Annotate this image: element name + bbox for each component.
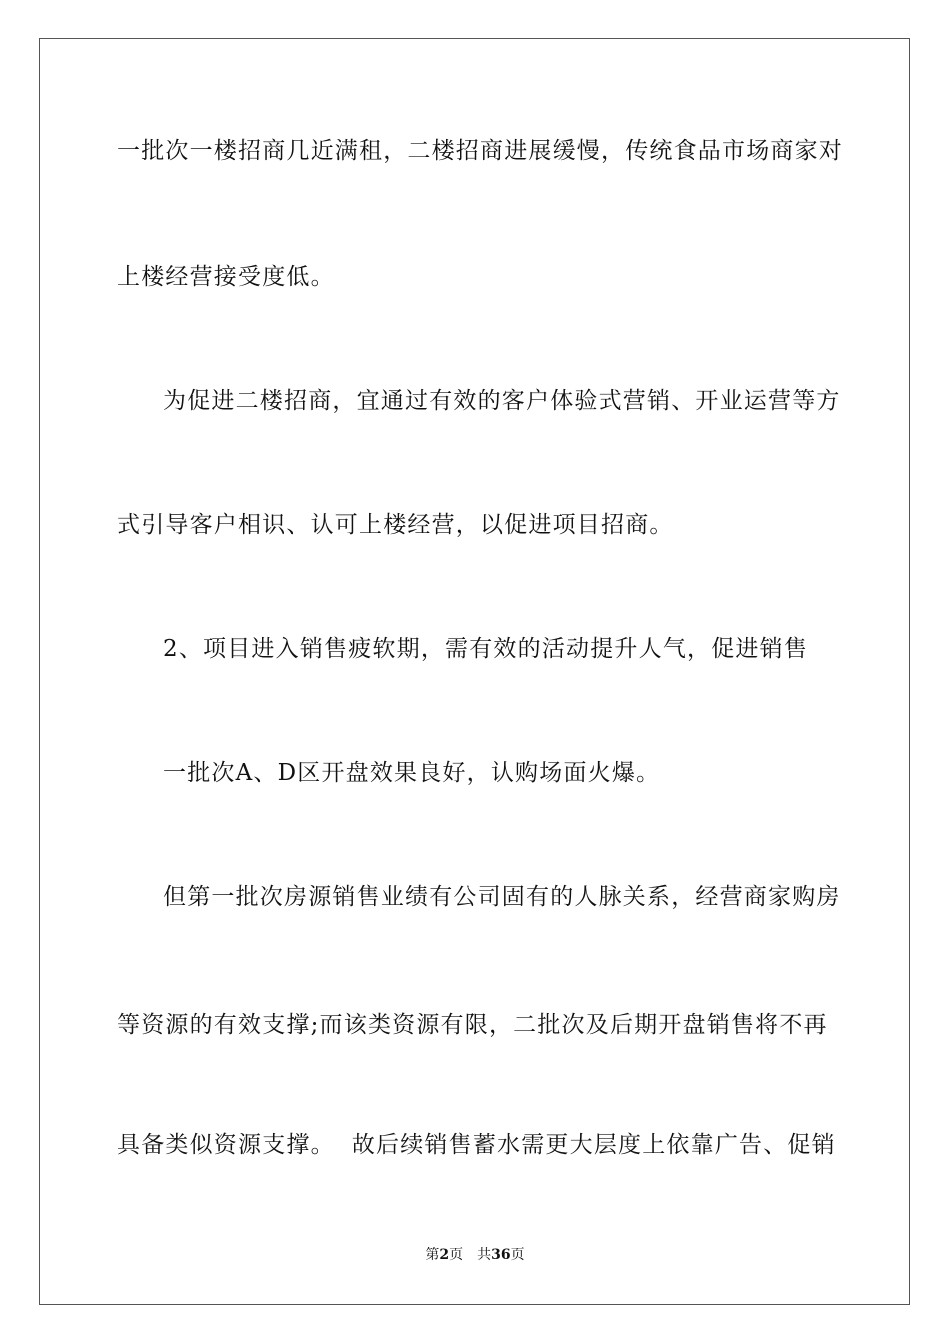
footer-total-prefix: 共 — [477, 1247, 492, 1263]
text-line-9: 具备类似资源支撑。 故后续销售蓄水需更大层度上依靠广告、促销 — [117, 1132, 836, 1158]
text-line-5: 2、项目进入销售疲软期，需有效的活动提升人气，促进销售 — [163, 636, 809, 662]
footer-page-prefix: 第 — [425, 1247, 440, 1263]
text-line-1: 一批次一楼招商几近满租，二楼招商进展缓慢，传统食品市场商家对 — [117, 138, 843, 164]
text-line-7: 但第一批次房源销售业绩有公司固有的人脉关系，经营商家购房 — [163, 884, 841, 910]
text-line-2: 上楼经营接受度低。 — [117, 264, 335, 290]
page-footer — [0, 1246, 950, 1264]
text-line-4: 式引导客户相识、认可上楼经营，以促进项目招商。 — [117, 512, 674, 538]
footer-total-suffix: 页 — [510, 1247, 525, 1263]
text-line-3: 为促进二楼招商，宜通过有效的客户体验式营销、开业运营等方 — [163, 388, 841, 414]
text-line-6: 一批次A、D区开盘效果良好，认购场面火爆。 — [163, 760, 661, 786]
footer-page-suffix: 页 — [449, 1247, 464, 1263]
text-line-8: 等资源的有效支撑;而该类资源有限，二批次及后期开盘销售将不再 — [117, 1012, 828, 1038]
footer-page-number: 2 — [439, 1247, 450, 1263]
page-border — [39, 38, 910, 1305]
footer-total-pages: 36 — [491, 1247, 511, 1263]
